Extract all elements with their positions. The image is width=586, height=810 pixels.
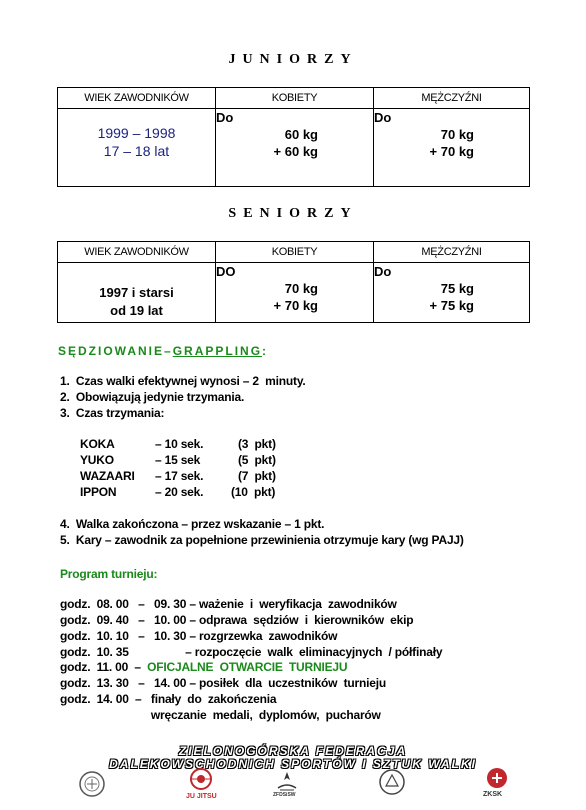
women-weight-1: 60 kg [284,127,318,142]
zksk-emblem-icon [482,766,512,790]
juniors-table [57,87,530,187]
men-prefix: Do [374,264,392,279]
women-cell [216,109,374,187]
fighting-emblem-icon [378,768,406,796]
program-item: godz. 10. 10 – 10. 30 – rozgrzewka zawodników [60,629,338,643]
hold-points: (7 pkt) [238,469,276,483]
federation-title-line2: DALEKOWSCHODNICH SPORTÓW I SZTUK WALKI [109,757,477,771]
hold-name: YUKO [80,453,114,467]
women-weight-2: + 60 kg [273,144,318,159]
men-weight-2: + 75 kg [429,298,474,313]
karate-emblem-icon [78,770,106,798]
header-age: WIEK ZAWODNIKÓW [58,242,216,263]
rule-5: 5. Kary – zawodnik za popełnione przewinienia otrzymuje kary (wg PAJJ) [60,533,464,547]
age-line-2: 17 – 18 lat [103,143,170,159]
rule-1: 1. Czas walki efektywnej wynosi – 2 minuty. [60,374,306,388]
hold-time: – 17 sek. [155,469,204,483]
header-age: WIEK ZAWODNIKÓW [58,88,216,109]
rule-3: 3. Czas trzymania: [60,406,165,420]
program-item: wręczanie medali, dyplomów, pucharów [60,708,381,722]
hold-points: (3 pkt) [238,437,276,451]
federation-title-line1: ZIELONOGÓRSKA FEDERACJA [178,744,408,758]
women-weight-2: + 70 kg [273,298,318,313]
hold-name: IPPON [80,485,117,499]
zksk-label: ZKSK [483,791,503,798]
judging-title [58,344,268,358]
age-cell [58,109,216,187]
program-item-opening [60,660,347,674]
women-prefix: DO [216,264,236,279]
hold-time: – 10 sek. [155,437,204,451]
men-prefix: Do [374,110,392,125]
header-men: MĘŻCZYŹNI [374,242,530,263]
men-cell [374,109,530,187]
women-weight-1: 70 kg [284,281,318,296]
age-line-2: od 19 lat [110,303,163,318]
hold-time: – 20 sek. [155,485,204,499]
age-line-1: 1997 i starsi [99,285,174,300]
judging-title-grappling: GRAPPLING [172,344,263,358]
program-item: godz. 13. 30 – 14. 00 – posiłek dla uczestników turnieju [60,676,386,690]
hold-points: (5 pkt) [238,453,276,467]
program-title: Program turnieju: [60,567,158,581]
men-cell [374,263,530,323]
program-item-time: godz. 11. 00 – [60,660,148,674]
juniors-title: JUNIORZY [228,52,358,67]
hold-name: KOKA [80,437,115,451]
women-prefix: Do [216,110,234,125]
federation-emblem-icon [274,770,300,792]
men-weight-1: 75 kg [440,281,474,296]
age-line-1: 1999 – 1998 [97,125,176,141]
age-cell [58,263,216,323]
header-women: KOBIETY [216,88,374,109]
men-weight-1: 70 kg [440,127,474,142]
jujitsu-emblem-icon [186,766,216,792]
judging-title-colon: : [262,344,269,358]
header-men: MĘŻCZYŹNI [374,88,530,109]
rule-2: 2. Obowiązują jedynie trzymania. [60,390,245,404]
federation-label: ZFDSiSW [273,792,296,798]
program-item: godz. 14. 00 – finały do zakończenia [60,692,277,706]
hold-name: WAZAARI [80,469,135,483]
judging-title-part1: SĘDZIOWANIE– [58,344,173,358]
hold-time: – 15 sek [155,453,201,467]
jujitsu-label: JU JITSU [186,793,217,800]
men-weight-2: + 70 kg [429,144,474,159]
header-women: KOBIETY [216,242,374,263]
opening-ceremony-label: OFICJALNE OTWARCIE TURNIEJU [147,660,348,674]
seniors-table [57,241,530,323]
hold-points: (10 pkt) [231,485,276,499]
seniors-title: SENIORZY [228,206,358,221]
program-item: godz. 08. 00 – 09. 30 – ważenie i weryfikacja zawodników [60,597,397,611]
women-cell [216,263,374,323]
rule-4: 4. Walka zakończona – przez wskazanie – 1 pkt. [60,517,325,531]
program-item: godz. 09. 40 – 10. 00 – odprawa sędziów i kierowników ekip [60,613,414,627]
program-item: godz. 10. 35 – rozpoczęcie walk eliminacyjnych / półfinały [60,645,443,659]
